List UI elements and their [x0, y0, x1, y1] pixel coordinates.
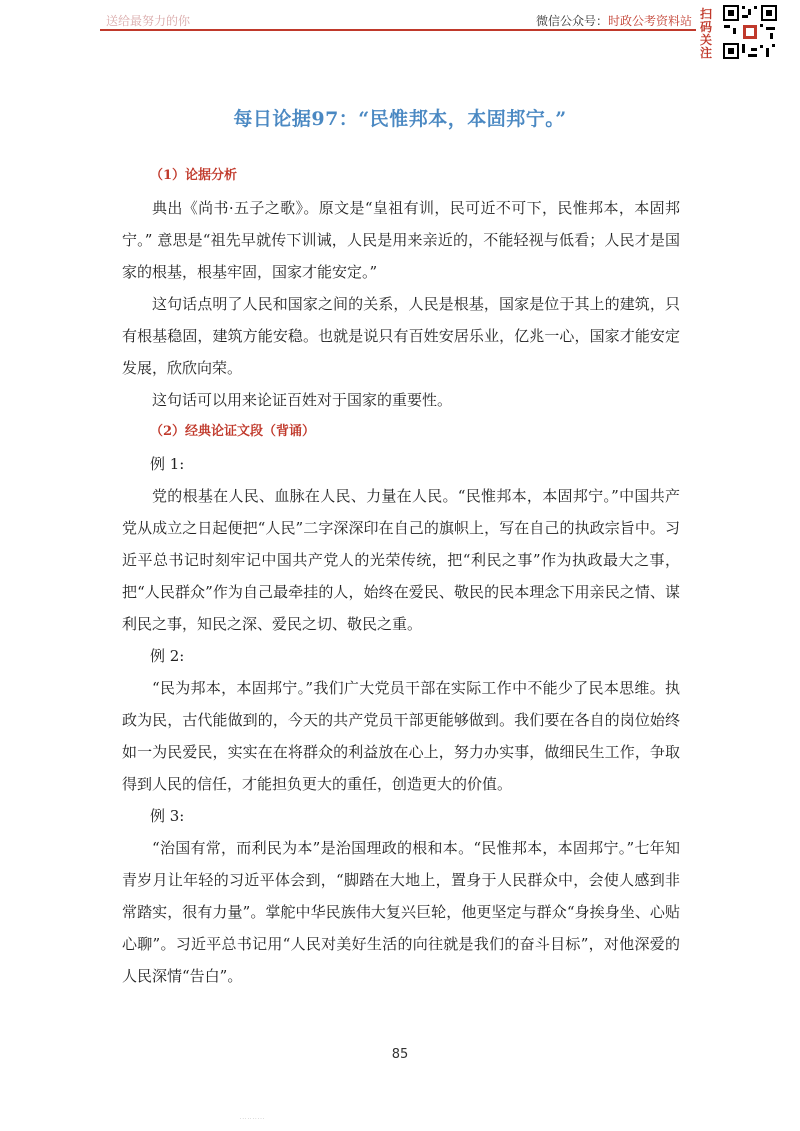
footnote-mark: · · · · · · · · · ·	[240, 1116, 265, 1121]
header-divider	[100, 29, 696, 31]
wechat-prefix: 微信公众号：	[535, 14, 608, 28]
paragraph: 这句话可以用来论证百姓对于国家的重要性。	[152, 391, 453, 409]
page-title: 每日论据97：“民惟邦本，本固邦宁。”	[233, 108, 567, 130]
wechat-name: 时政公考资料站	[607, 14, 692, 28]
qr-code-icon[interactable]	[722, 4, 778, 60]
paragraph: “治国有常，而利民为本”是治国理政的根和本。“民惟邦本，本固邦宁。”七年知青岁月让年轻的习近平体会到，“脚踏在大地上，置身于人民群众中，会使人感到非常踏实，很有力量”。掌舵中华民族伟大复兴巨轮，他更坚定与群众“身挨身坐、心贴心聊”。习近平总书记用“人民对美好生活的向往就是我们的奋斗目标”，对他深爱的人民深情“告白”。	[122, 839, 680, 985]
section-heading: （1）论据分析	[150, 168, 238, 183]
example-label: 例 3:	[150, 807, 185, 825]
page-number: 85	[391, 1047, 409, 1062]
example-label: 例 2:	[150, 647, 185, 665]
paragraph: 党的根基在人民、血脉在人民、力量在人民。“民惟邦本，本固邦宁。”中国共产党从成立之日起便把“人民”二字深深印在自己的旗帜上，写在自己的执政宗旨中。习近平总书记时刻牢记中国共产党人的光荣传统，把“利民之事”作为执政最大之事，把“人民群众”作为自己最牵挂的人，始终在爱民、敬民的民本理念下用亲民之情、谋利民之事，知民之深、爱民之切、敬民之重。	[122, 487, 680, 633]
paragraph: “民为邦本，本固邦宁。”我们广大党员干部在实际工作中不能少了民本思维。执政为民，古代能做到的，今天的共产党员干部更能够做到。我们要在各自的岗位始终如一为民爱民，实实在在将群众的利益放在心上，努力办实事，做细民生工作，争取得到人民的信任，才能担负更大的重任，创造更大的价值。	[122, 679, 680, 793]
paragraph: 典出《尚书·五子之歌》。原文是“皇祖有训，民可近不可下，民惟邦本，本固邦宁。” 意思是“祖先早就传下训诫，人民是用来亲近的，不能轻视与低看；人民才是国家的根基，根基牢固，国家才能安定。”	[122, 199, 680, 281]
header-slogan: 送给最努力的你	[106, 14, 191, 28]
scan-label: 扫码关注	[700, 7, 713, 60]
section-heading: （2）经典论证文段（背诵）	[150, 424, 316, 439]
paragraph: 这句话点明了人民和国家之间的关系，人民是根基，国家是位于其上的建筑，只有根基稳固，建筑方能安稳。也就是说只有百姓安居乐业，亿兆一心，国家才能安定发展，欣欣向荣。	[122, 295, 680, 377]
example-label: 例 1:	[150, 455, 185, 473]
article-body	[122, 160, 680, 992]
header-wechat	[536, 12, 692, 29]
